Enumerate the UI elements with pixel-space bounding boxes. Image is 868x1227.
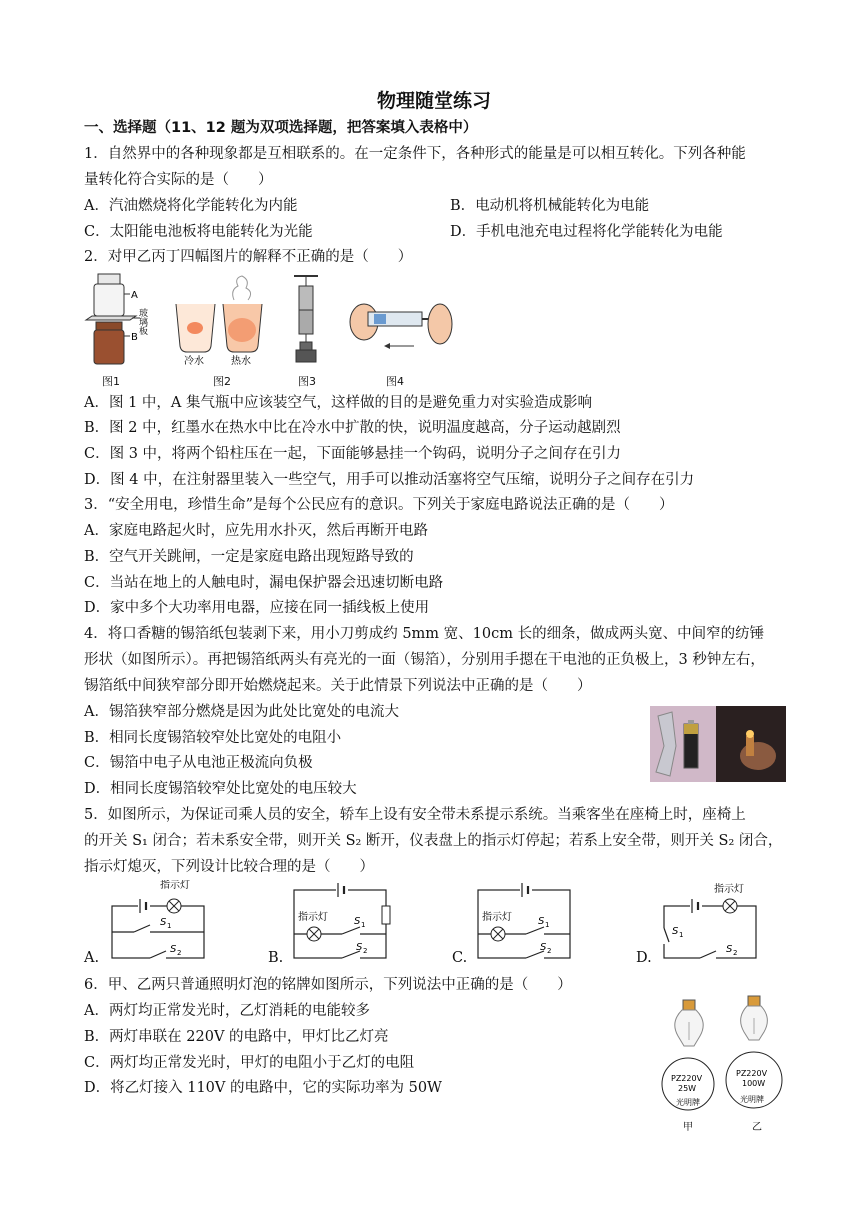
fig4-caption: 图4 — [386, 375, 404, 388]
circuit-d-s1-sub: 1 — [679, 931, 684, 939]
bulb-jia-power: 25W — [678, 1084, 697, 1093]
circuit-b-s2: S — [356, 942, 363, 953]
fig1-caption: 图1 — [102, 375, 120, 388]
circuit-c-s1-sub: 1 — [545, 921, 550, 929]
q6-stem: 6．甲、乙两只普通照明灯泡的铭牌如图所示，下列说法中正确的是（ ） — [84, 977, 572, 993]
fig2-caption: 图2 — [213, 375, 231, 388]
circuit-a-s1-sub: 1 — [167, 922, 172, 930]
circuit-d-s2: S — [726, 944, 733, 955]
q3-stem: 3．“安全用电，珍惜生命”是每个公民应有的意识。下列关于家庭电路说法正确的是（ ） — [84, 497, 674, 513]
bulb-yi-power: 100W — [742, 1079, 766, 1088]
circuit-b-lamp-label: 指示灯 — [298, 912, 328, 923]
q3-option-d[interactable]: D．家中多个大功率用电器，应接在同一插线板上使用 — [84, 600, 430, 616]
fig3-caption: 图3 — [298, 375, 316, 388]
circuit-b-s1: S — [354, 916, 361, 927]
bulb-jia — [662, 1000, 714, 1110]
bulb-yi — [726, 996, 782, 1108]
fig2-beakers — [176, 276, 262, 352]
q4-option-a[interactable]: A．锡箔狭窄部分燃烧是因为此处比宽处的电流大 — [84, 704, 399, 720]
circuit-c-s2-sub: 2 — [547, 947, 552, 955]
q4-stem-line1: 4．将口香糖的锡箔纸包装剥下来，用小刀剪成约 5mm 宽、10cm 长的细条，做成两头宽、中间窄的纺锤 — [84, 626, 765, 642]
q2-option-a[interactable]: A．图 1 中，A 集气瓶中应该装空气，这样做的目的是避免重力对实验造成影响 — [84, 395, 592, 411]
fig3-lead-cylinders — [294, 276, 318, 362]
circuit-d — [656, 880, 766, 964]
q4-photo — [650, 706, 786, 782]
bulb-yi-brand: 光明牌 — [740, 1095, 764, 1104]
q1-stem-line1: 1．自然界中的各种现象都是互相联系的。在一定条件下，各种形式的能量是可以相互转化。下列各种能 — [84, 146, 746, 162]
q4-stem-line2: 形状（如图所示）。再把锡箔纸两头有亮光的一面（锡箔），分别用手摁在干电池的正负极上，3 秒钟左右， — [84, 652, 765, 668]
circuit-b-s1-sub: 1 — [361, 921, 366, 929]
fig2-cold-label: 冷水 — [184, 356, 204, 367]
circuit-c-lamp-label: 指示灯 — [482, 912, 512, 923]
q6-option-b[interactable]: B．两灯串联在 220V 的电路中，甲灯比乙灯亮 — [84, 1029, 389, 1045]
q1-option-d[interactable]: D．手机电池充电过程将化学能转化为电能 — [450, 224, 723, 240]
circuit-b-s2-sub: 2 — [363, 947, 368, 955]
q6-option-d[interactable]: D．将乙灯接入 110V 的电路中，它的实际功率为 50W — [84, 1080, 442, 1096]
fig1-gas-jars — [86, 274, 140, 364]
bulb-jia-name: 甲 — [683, 1122, 693, 1133]
q5-option-c[interactable]: C. — [452, 950, 468, 966]
fig1-glass-label: 玻璃板 — [137, 308, 147, 335]
bulb-jia-brand: 光明牌 — [676, 1098, 700, 1107]
fig1-label-b: B — [131, 332, 138, 343]
circuit-a-lamp-label: 指示灯 — [160, 880, 190, 891]
q3-option-c[interactable]: C．当站在地上的人触电时，漏电保护器会迅速切断电路 — [84, 575, 444, 591]
circuit-c — [470, 880, 580, 964]
circuit-a-s1: S — [160, 917, 167, 928]
bulb-yi-name: 乙 — [752, 1122, 762, 1133]
bulb-yi-model: PZ220V — [736, 1069, 768, 1078]
q4-stem-line3: 锡箔纸中间狭窄部分即开始燃烧起来。关于此情景下列说法中正确的是（ ） — [84, 678, 592, 694]
section-heading: 一、选择题（11、12 题为双项选择题，把答案填入表格中） — [84, 120, 478, 136]
circuit-a-s2-sub: 2 — [177, 949, 182, 957]
q2-option-c[interactable]: C．图 3 中，将两个铅柱压在一起，下面能够悬挂一个钩码，说明分子之间存在引力 — [84, 446, 622, 462]
bulb-jia-model: PZ220V — [671, 1074, 703, 1083]
q5-option-d[interactable]: D. — [636, 950, 652, 966]
circuit-c-s1: S — [538, 916, 545, 927]
circuit-a-s2: S — [170, 944, 177, 955]
q1-stem-line2: 量转化符合实际的是（ ） — [84, 172, 273, 188]
fig1-label-a: A — [131, 290, 138, 301]
circuit-b — [286, 880, 396, 964]
q3-option-a[interactable]: A．家庭电路起火时，应先用水扑灭，然后再断开电路 — [84, 523, 428, 539]
q2-option-d[interactable]: D．图 4 中，在注射器里装入一些空气，用手可以推动活塞将空气压缩，说明分子之间存在引力 — [84, 472, 695, 488]
q6-option-a[interactable]: A．两灯均正常发光时，乙灯消耗的电能较多 — [84, 1003, 370, 1019]
circuit-d-lamp-label: 指示灯 — [714, 884, 744, 895]
q4-option-c[interactable]: C．锡箔中电子从电池正极流向负极 — [84, 755, 313, 771]
q1-option-a[interactable]: A．汽油燃烧将化学能转化为内能 — [84, 198, 298, 214]
q6-bulbs-figure — [656, 992, 792, 1136]
q5-option-a[interactable]: A. — [84, 950, 100, 966]
circuit-a — [104, 880, 214, 964]
fig2-hot-label: 热水 — [231, 356, 251, 367]
page-title: 物理随堂练习 — [376, 90, 491, 112]
q1-option-c[interactable]: C．太阳能电池板将电能转化为光能 — [84, 224, 313, 240]
q5-stem-line1: 5．如图所示，为保证司乘人员的安全，轿车上设有安全带未系提示系统。当乘客坐在座椅上时，座椅上 — [84, 807, 746, 823]
q3-option-b[interactable]: B．空气开关跳闸，一定是家庭电路出现短路导致的 — [84, 549, 414, 565]
circuit-d-s1: S — [672, 926, 679, 937]
q2-stem: 2．对甲乙丙丁四幅图片的解释不正确的是（ ） — [84, 249, 413, 265]
q6-option-c[interactable]: C．两灯均正常发光时，甲灯的电阻小于乙灯的电阻 — [84, 1055, 415, 1071]
circuit-d-s2-sub: 2 — [733, 949, 738, 957]
circuit-c-s2: S — [540, 942, 547, 953]
q4-option-b[interactable]: B．相同长度锡箔较窄处比宽处的电阻小 — [84, 730, 342, 746]
q5-stem-line2: 的开关 S₁ 闭合；若未系安全带，则开关 S₂ 断开，仪表盘上的指示灯停起；若系上安全带，则开关 S₂ 闭合， — [84, 833, 783, 849]
q2-option-b[interactable]: B．图 2 中，红墨水在热水中比在冷水中扩散的快，说明温度越高，分子运动越剧烈 — [84, 420, 621, 436]
q4-option-d[interactable]: D．相同长度锡箔较窄处比宽处的电压较大 — [84, 781, 357, 797]
fig4-syringe — [350, 304, 452, 349]
q5-option-b[interactable]: B. — [268, 950, 284, 966]
q1-option-b[interactable]: B．电动机将机械能转化为电能 — [450, 198, 650, 214]
q5-stem-line3: 指示灯熄灭，下列设计比较合理的是（ ） — [84, 859, 374, 875]
